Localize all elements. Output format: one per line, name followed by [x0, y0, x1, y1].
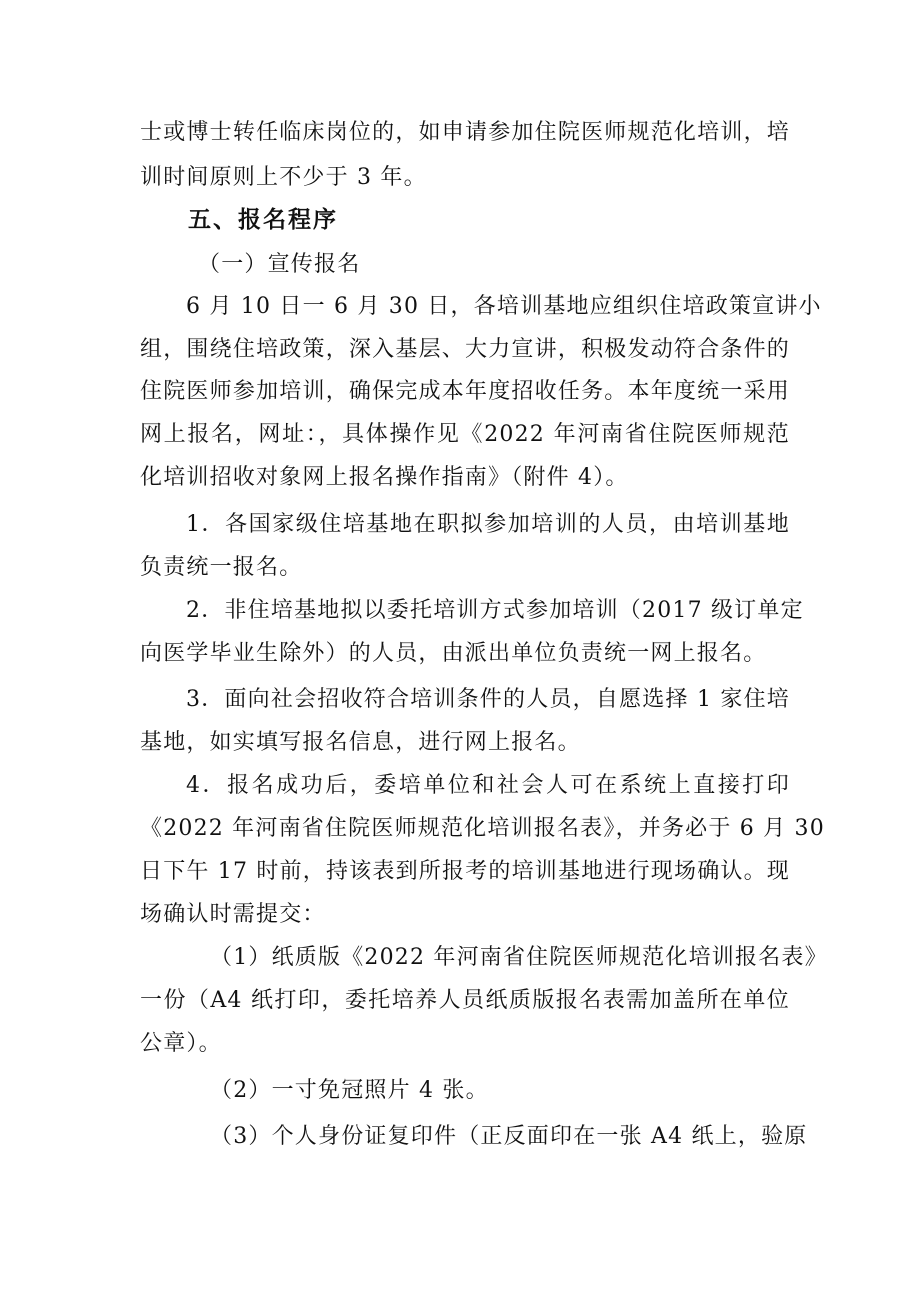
paragraph-line: 化培训招收对象网上报名操作指南》（附件 4）。: [140, 465, 629, 490]
paragraph-line: 住院医师参加培训，确保完成本年度招收任务。本年度统一采用: [140, 379, 790, 404]
paragraph-line: 公章）。: [140, 1031, 222, 1056]
paragraph-line: 一份（A4 纸打印，委托培养人员纸质版报名表需加盖所在单位: [140, 988, 790, 1013]
list-item: 4．报名成功后，委培单位和社会人可在系统上直接打印: [186, 773, 790, 798]
paragraph-line: 向医学毕业生除外）的人员，由派出单位负责统一网上报名。: [140, 641, 767, 666]
paragraph-line: 《2022 年河南省住院医师规范化培训报名表》，并务必于 6 月 30: [140, 816, 825, 841]
paragraph-line: 场确认时需提交：: [140, 902, 326, 927]
paragraph-line: 日下午 17 时前，持该表到所报考的培训基地进行现场确认。现: [140, 859, 790, 884]
list-item: 3．面向社会招收符合培训条件的人员，自愿选择 1 家住培: [186, 687, 790, 712]
subsection-heading: （一）宣传报名: [198, 252, 361, 277]
list-item: （3）个人身份证复印件（正反面印在一张 A4 纸上，验原: [210, 1124, 808, 1149]
paragraph-line: 士或博士转任临床岗位的，如申请参加住院医师规范化培训，培: [140, 120, 790, 145]
list-item: （2）一寸免冠照片 4 张。: [210, 1078, 489, 1103]
section-heading: 五、报名程序: [188, 207, 338, 233]
list-item: （1）纸质版《2022 年河南省住院医师规范化培训报名表》: [210, 945, 828, 970]
paragraph-line: 组，围绕住培政策，深入基层、大力宣讲，积极发动符合条件的: [140, 337, 790, 362]
list-item: 1．各国家级住培基地在职拟参加培训的人员，由培训基地: [186, 512, 790, 537]
paragraph-line: 6 月 10 日一 6 月 30 日，各培训基地应组织住培政策宣讲小: [186, 294, 822, 319]
paragraph-line: 基地，如实填写报名信息，进行网上报名。: [140, 730, 581, 755]
list-item: 2．非住培基地拟以委托培训方式参加培训（2017 级订单定: [186, 598, 804, 623]
paragraph-line: 负责统一报名。: [140, 555, 303, 580]
paragraph-line: 网上报名，网址：，具体操作见《2022 年河南省住院医师规范: [140, 422, 790, 447]
paragraph-line: 训时间原则上不少于 3 年。: [140, 165, 427, 190]
